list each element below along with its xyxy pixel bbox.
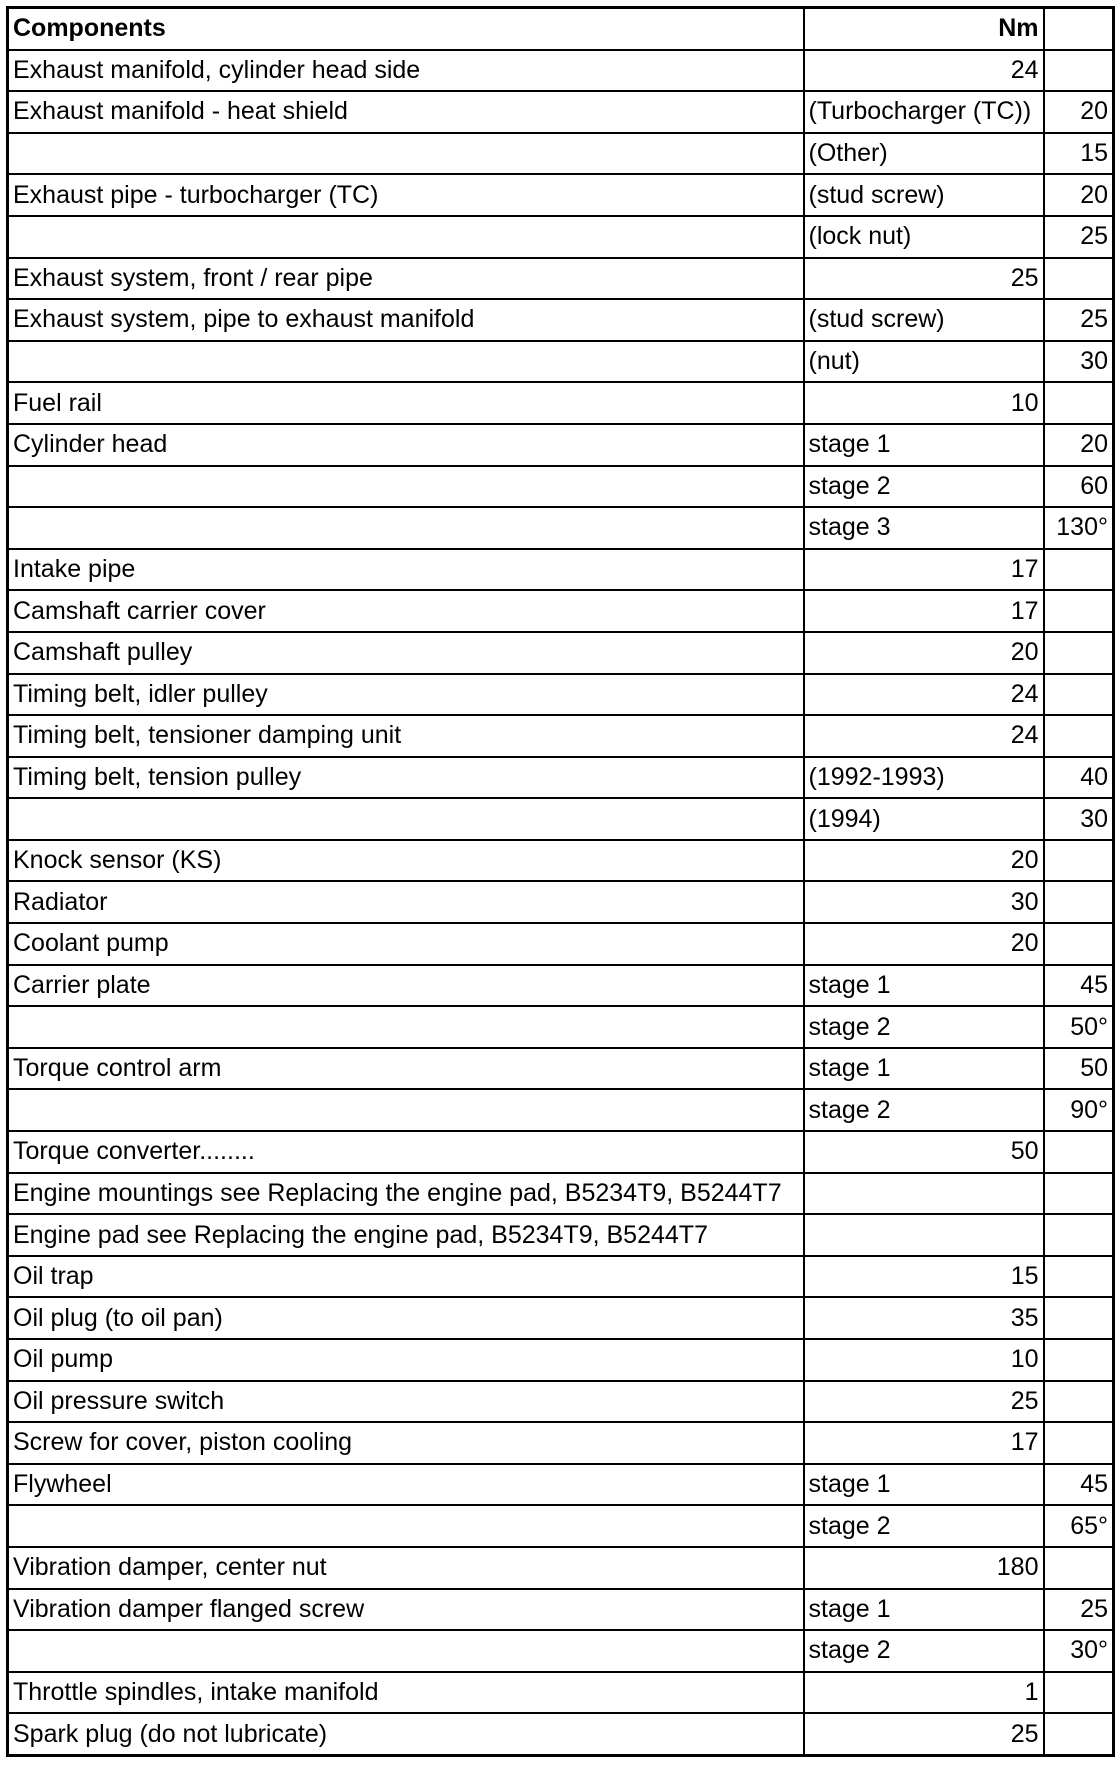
- condition-cell: (stud screw): [804, 174, 1044, 216]
- table-row: [8, 674, 1114, 716]
- table-row: [8, 798, 1114, 840]
- condition-cell: stage 2: [804, 466, 1044, 508]
- table-row: [8, 840, 1114, 882]
- nm-value-cell: 1: [804, 1672, 1044, 1714]
- condition-cell: stage 1: [804, 424, 1044, 466]
- nm-value-cell: 20: [804, 840, 1044, 882]
- torque-value-cell: 40: [1044, 757, 1114, 799]
- nm-value-cell: 25: [804, 1713, 1044, 1755]
- torque-value-cell: 65°: [1044, 1505, 1114, 1547]
- torque-value-cell: 30°: [1044, 1630, 1114, 1672]
- empty-cell: [1044, 549, 1114, 591]
- torque-value-cell: 20: [1044, 174, 1114, 216]
- table-row: [8, 881, 1114, 923]
- condition-cell: stage 1: [804, 1048, 1044, 1090]
- nm-value-cell: [804, 1173, 1044, 1215]
- component-cell: Screw for cover, piston cooling: [8, 1422, 804, 1464]
- table-row: [8, 1589, 1114, 1631]
- table-row: [8, 299, 1114, 341]
- torque-value-cell: 130°: [1044, 507, 1114, 549]
- component-cell: [8, 1630, 804, 1672]
- nm-value-cell: 17: [804, 590, 1044, 632]
- component-cell: [8, 466, 804, 508]
- empty-cell: [1044, 674, 1114, 716]
- empty-cell: [1044, 1214, 1114, 1256]
- nm-value-cell: 10: [804, 382, 1044, 424]
- table-row: [8, 1422, 1114, 1464]
- condition-cell: (stud screw): [804, 299, 1044, 341]
- table-row: [8, 1381, 1114, 1423]
- empty-cell: [1044, 382, 1114, 424]
- table-row: [8, 1006, 1114, 1048]
- condition-cell: stage 1: [804, 1464, 1044, 1506]
- table-row: [8, 382, 1114, 424]
- table-row: [8, 632, 1114, 674]
- component-cell: Spark plug (do not lubricate): [8, 1713, 804, 1755]
- nm-value-cell: [804, 1214, 1044, 1256]
- table-row: [8, 1256, 1114, 1298]
- empty-cell: [1044, 258, 1114, 300]
- component-cell: Camshaft pulley: [8, 632, 804, 674]
- empty-cell: [1044, 1672, 1114, 1714]
- table-row: [8, 216, 1114, 258]
- torque-value-cell: 30: [1044, 341, 1114, 383]
- table-row: [8, 1173, 1114, 1215]
- table-row: [8, 1048, 1114, 1090]
- table-row: [8, 715, 1114, 757]
- empty-cell: [1044, 840, 1114, 882]
- table-row: [8, 590, 1114, 632]
- torque-value-cell: 15: [1044, 133, 1114, 175]
- component-cell: Timing belt, tensioner damping unit: [8, 715, 804, 757]
- condition-cell: stage 1: [804, 965, 1044, 1007]
- torque-specification-table: [6, 6, 1115, 1757]
- empty-cell: [1044, 1547, 1114, 1589]
- component-cell: Oil plug (to oil pan): [8, 1297, 804, 1339]
- nm-value-cell: 20: [804, 923, 1044, 965]
- nm-value-cell: 180: [804, 1547, 1044, 1589]
- component-cell: [8, 341, 804, 383]
- empty-cell: [1044, 923, 1114, 965]
- table-row: [8, 424, 1114, 466]
- nm-value-cell: 10: [804, 1339, 1044, 1381]
- component-cell: Fuel rail: [8, 382, 804, 424]
- component-cell: Intake pipe: [8, 549, 804, 591]
- torque-value-cell: 30: [1044, 798, 1114, 840]
- torque-value-cell: 25: [1044, 1589, 1114, 1631]
- component-cell: [8, 1006, 804, 1048]
- component-cell: Knock sensor (KS): [8, 840, 804, 882]
- condition-cell: (Turbocharger (TC)): [804, 91, 1044, 133]
- table-row: [8, 1214, 1114, 1256]
- nm-value-cell: 24: [804, 674, 1044, 716]
- table-row: [8, 1089, 1114, 1131]
- condition-cell: (lock nut): [804, 216, 1044, 258]
- nm-value-cell: 50: [804, 1131, 1044, 1173]
- torque-value-cell: 90°: [1044, 1089, 1114, 1131]
- empty-cell: [1044, 1339, 1114, 1381]
- component-cell: Camshaft carrier cover: [8, 590, 804, 632]
- component-cell: Engine mountings see Replacing the engine pad, B5234T9, B5244T7: [8, 1173, 804, 1215]
- nm-value-cell: 15: [804, 1256, 1044, 1298]
- extra-header: [1044, 8, 1114, 50]
- torque-value-cell: 20: [1044, 424, 1114, 466]
- empty-cell: [1044, 1256, 1114, 1298]
- condition-cell: (1994): [804, 798, 1044, 840]
- condition-cell: (1992-1993): [804, 757, 1044, 799]
- condition-cell: stage 3: [804, 507, 1044, 549]
- components-header: Components: [8, 8, 804, 50]
- table-row: [8, 1297, 1114, 1339]
- nm-value-cell: 17: [804, 1422, 1044, 1464]
- component-cell: Torque control arm: [8, 1048, 804, 1090]
- condition-cell: (Other): [804, 133, 1044, 175]
- empty-cell: [1044, 632, 1114, 674]
- table-row: [8, 50, 1114, 92]
- table-row: [8, 549, 1114, 591]
- component-cell: Oil trap: [8, 1256, 804, 1298]
- condition-cell: stage 2: [804, 1089, 1044, 1131]
- table-row: [8, 757, 1114, 799]
- empty-cell: [1044, 881, 1114, 923]
- component-cell: [8, 216, 804, 258]
- component-cell: [8, 1089, 804, 1131]
- empty-cell: [1044, 1297, 1114, 1339]
- component-cell: Exhaust system, front / rear pipe: [8, 258, 804, 300]
- condition-cell: stage 2: [804, 1630, 1044, 1672]
- component-cell: Cylinder head: [8, 424, 804, 466]
- nm-value-cell: 25: [804, 258, 1044, 300]
- component-cell: Oil pump: [8, 1339, 804, 1381]
- table-row: [8, 965, 1114, 1007]
- component-cell: Vibration damper flanged screw: [8, 1589, 804, 1631]
- component-cell: Exhaust system, pipe to exhaust manifold: [8, 299, 804, 341]
- condition-cell: (nut): [804, 341, 1044, 383]
- component-cell: Vibration damper, center nut: [8, 1547, 804, 1589]
- torque-value-cell: 25: [1044, 299, 1114, 341]
- component-cell: Flywheel: [8, 1464, 804, 1506]
- nm-value-cell: 20: [804, 632, 1044, 674]
- table-body: [8, 50, 1114, 1756]
- condition-cell: stage 1: [804, 1589, 1044, 1631]
- torque-value-cell: 45: [1044, 965, 1114, 1007]
- component-cell: Torque converter........: [8, 1131, 804, 1173]
- table-row: [8, 1672, 1114, 1714]
- table-row: [8, 1713, 1114, 1755]
- empty-cell: [1044, 715, 1114, 757]
- empty-cell: [1044, 1422, 1114, 1464]
- component-cell: Engine pad see Replacing the engine pad, B5234T9, B5244T7: [8, 1214, 804, 1256]
- empty-cell: [1044, 50, 1114, 92]
- table-row: [8, 133, 1114, 175]
- torque-value-cell: 25: [1044, 216, 1114, 258]
- component-cell: Timing belt, tension pulley: [8, 757, 804, 799]
- header-row: [8, 8, 1114, 50]
- nm-value-cell: 30: [804, 881, 1044, 923]
- table-row: [8, 258, 1114, 300]
- component-cell: [8, 507, 804, 549]
- component-cell: Coolant pump: [8, 923, 804, 965]
- table-row: [8, 1547, 1114, 1589]
- table-row: [8, 91, 1114, 133]
- component-cell: Carrier plate: [8, 965, 804, 1007]
- table-row: [8, 1464, 1114, 1506]
- component-cell: [8, 133, 804, 175]
- torque-value-cell: 50: [1044, 1048, 1114, 1090]
- torque-value-cell: 50°: [1044, 1006, 1114, 1048]
- empty-cell: [1044, 590, 1114, 632]
- component-cell: Timing belt, idler pulley: [8, 674, 804, 716]
- table-row: [8, 341, 1114, 383]
- table-row: [8, 923, 1114, 965]
- table-row: [8, 1339, 1114, 1381]
- component-cell: Oil pressure switch: [8, 1381, 804, 1423]
- component-cell: Exhaust manifold, cylinder head side: [8, 50, 804, 92]
- condition-cell: stage 2: [804, 1006, 1044, 1048]
- table-row: [8, 174, 1114, 216]
- nm-value-cell: 17: [804, 549, 1044, 591]
- component-cell: [8, 1505, 804, 1547]
- empty-cell: [1044, 1381, 1114, 1423]
- torque-value-cell: 60: [1044, 466, 1114, 508]
- torque-value-cell: 45: [1044, 1464, 1114, 1506]
- table-row: [8, 1630, 1114, 1672]
- empty-cell: [1044, 1173, 1114, 1215]
- nm-value-cell: 24: [804, 715, 1044, 757]
- condition-cell: stage 2: [804, 1505, 1044, 1547]
- nm-value-cell: 24: [804, 50, 1044, 92]
- component-cell: [8, 798, 804, 840]
- component-cell: Exhaust manifold - heat shield: [8, 91, 804, 133]
- component-cell: Exhaust pipe - turbocharger (TC): [8, 174, 804, 216]
- empty-cell: [1044, 1131, 1114, 1173]
- component-cell: Radiator: [8, 881, 804, 923]
- table-row: [8, 1505, 1114, 1547]
- table-row: [8, 1131, 1114, 1173]
- torque-value-cell: 20: [1044, 91, 1114, 133]
- table-row: [8, 466, 1114, 508]
- nm-header: Nm: [804, 8, 1044, 50]
- nm-value-cell: 25: [804, 1381, 1044, 1423]
- table-row: [8, 507, 1114, 549]
- nm-value-cell: 35: [804, 1297, 1044, 1339]
- component-cell: Throttle spindles, intake manifold: [8, 1672, 804, 1714]
- empty-cell: [1044, 1713, 1114, 1755]
